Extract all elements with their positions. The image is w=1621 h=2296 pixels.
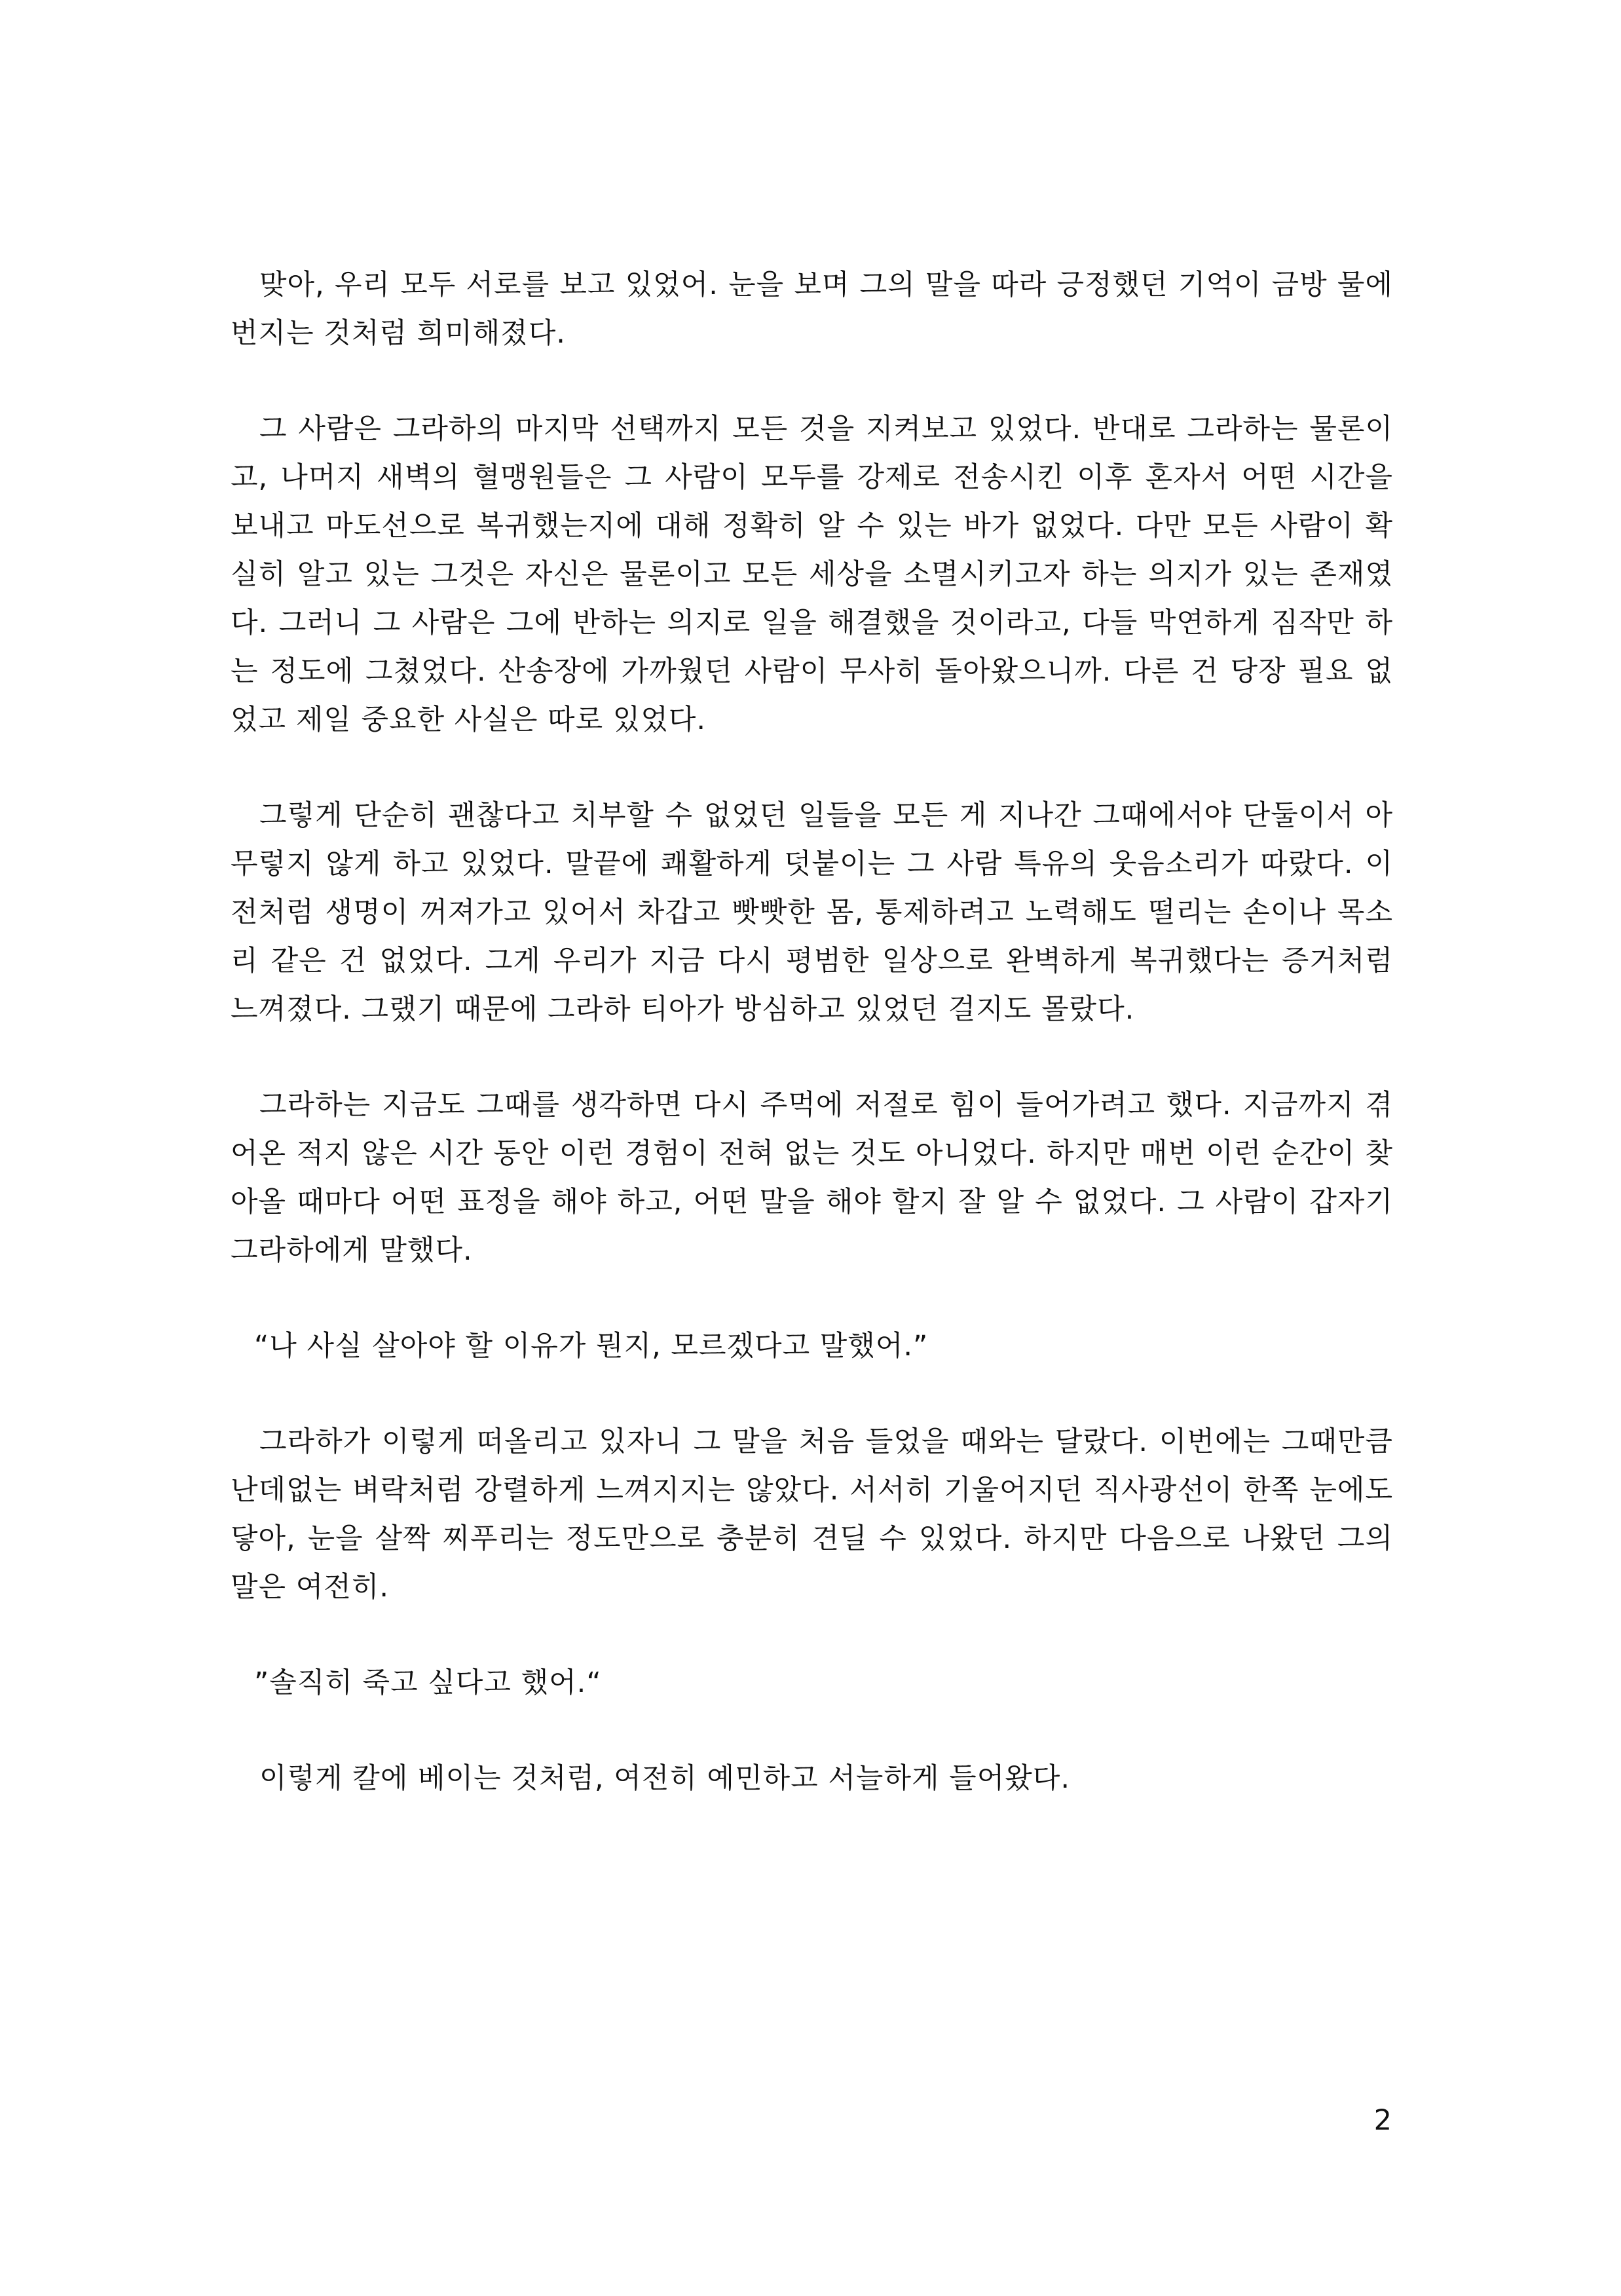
page-number: 2 — [1373, 2104, 1392, 2137]
body-text — [231, 261, 1393, 1850]
paragraph-6: 이렇게 칼에 베이는 것처럼, 여전히 예민하고 서늘하게 들어왔다. — [259, 1762, 1071, 1795]
dialogue-line-1: “나 사실 살아야 할 이유가 뭔지, 모르겠다고 말했어.” — [254, 1330, 929, 1363]
paragraph-2: 그 사람은 그라하의 마지막 선택까지 모든 것을 지켜보고 있었다. 반대로 그라하는 물론이고, 나머지 새벽의 혈맹원들은 그 사람이 모두를 강제로 전송시킨 이후 혼자서 어떤 시간을 보내고 마도선으로 복귀했는지에 대해 정확히 알 수 있는 바가 없었다. 다만 모든 사람이 확실히 알고 있는 그것은 자신은 물론이고 모든 세상을 소멸시키고자 하는 의지가 있는 존재였다. 그러니 그 사람은 그에 반하는 의지로 일을 해결했을 것이라고, 다들 막연하게 짐작만 하는 정도에 그쳤었다. 산송장에 가까웠던 사람이 무사히 돌아왔으니까. 다른 건 당장 필요 없었고 제일 중요한 사실은 따로 있었다. — [231, 413, 1393, 736]
paragraph-4: 그라하는 지금도 그때를 생각하면 다시 주먹에 저절로 힘이 들어가려고 했다. 지금까지 겪어온 적지 않은 시간 동안 이런 경험이 전혀 없는 것도 아니었다. 하지만 매번 이런 순간이 찾아올 때마다 어떤 표정을 해야 하고, 어떤 말을 해야 할지 잘 알 수 없었다. 그 사람이 갑자기 그라하에게 말했다. — [231, 1089, 1393, 1267]
paragraph-1: 맞아, 우리 모두 서로를 보고 있었어. 눈을 보며 그의 말을 따라 긍정했던 기억이 금방 물에 번지는 것처럼 희미해졌다. — [231, 269, 1393, 350]
paragraph-5: 그라하가 이렇게 떠올리고 있자니 그 말을 처음 들었을 때와는 달랐다. 이번에는 그때만큼 난데없는 벼락처럼 강렬하게 느껴지지는 않았다. 서서히 기울어지던 직사광선이 한쪽 눈에도 닿아, 눈을 살짝 찌푸리는 정도만으로 충분히 견딜 수 있었다. 하지만 다음으로 나왔던 그의 말은 여전히. — [231, 1425, 1393, 1604]
paragraph-3: 그렇게 단순히 괜찮다고 치부할 수 없었던 일들을 모든 게 지나간 그때에서야 단둘이서 아무렇지 않게 하고 있었다. 말끝에 쾌활하게 덧붙이는 그 사람 특유의 웃음소리가 따랐다. 이전처럼 생명이 꺼져가고 있어서 차갑고 빳빳한 몸, 통제하려고 노력해도 떨리는 손이나 목소리 같은 건 없었다. 그게 우리가 지금 다시 평범한 일상으로 완벽하게 복귀했다는 증거처럼 느껴졌다. 그랬기 때문에 그라하 티아가 방심하고 있었던 걸지도 몰랐다. — [231, 799, 1393, 1026]
dialogue-line-2: ”솔직히 죽고 싶다고 했어.“ — [254, 1666, 602, 1699]
